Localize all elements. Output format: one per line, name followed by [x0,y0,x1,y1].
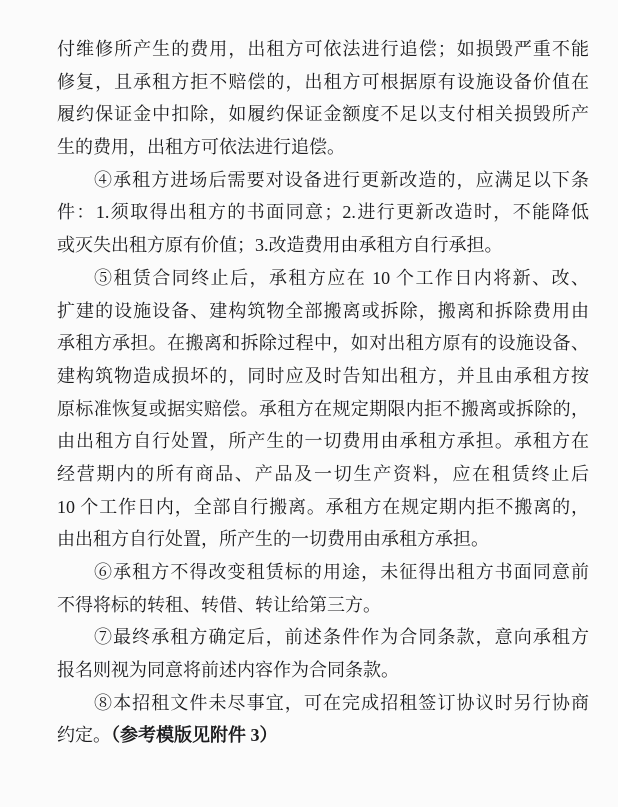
line-text: ④承租方进场后需要对设备进行更新改造的，应满足以下条 [94,169,589,190]
line-text: 扩建的设施设备、建构筑物全部搬离或拆除，搬离和拆除费用由 [57,300,589,321]
line-text-bold: （参考模版见附件 3） [111,725,278,746]
line-text: 由出租方自行处置，所产生的一切费用由承租方承担。承租方在 [57,431,589,452]
document-line [57,196,589,229]
document-line [57,425,589,458]
document-line [57,131,589,164]
document-line [57,327,589,360]
document-line [57,589,589,622]
document-line [57,654,589,687]
document-line [57,458,589,491]
line-text: 建构筑物造成损坏的，同时应及时告知出租方，并且由承租方按 [57,365,589,386]
document-line [57,523,589,556]
document-line [57,229,589,262]
line-text: 件：1.须取得出租方的书面同意；2.进行更新改造时，不能降低 [57,202,589,223]
line-text: ⑤租赁合同终止后，承租方应在 10 个工作日内将新、改、 [94,267,589,288]
line-text: ⑧本招租文件未尽事宜，可在完成招租签订协议时另行协商 [94,692,589,713]
document-line [57,164,589,197]
document-line [57,556,589,589]
line-text: 修复，且承租方拒不赔偿的，出租方可根据原有设施设备价值在 [57,71,589,92]
document-line [57,393,589,426]
document-line [57,687,589,720]
line-text: ⑥承租方不得改变租赁标的用途，未征得出租方书面同意前 [94,562,589,582]
line-text: 付维修所产生的费用，出租方可依法进行追偿；如损毁严重不能 [57,39,589,59]
document-line [57,33,589,66]
document-line [57,66,589,99]
document-body [57,33,589,752]
line-text: 不得将标的转租、转借、转让给第三方。 [57,594,381,615]
document-line [57,262,589,295]
document-line [57,360,589,393]
document-line [57,621,589,654]
line-text: 承租方承担。在搬离和拆除过程中，如对出租方原有的设施设备、 [57,333,589,354]
line-text: 10 个工作日内，全部自行搬离。承租方在规定期内拒不搬离的， [57,496,589,517]
line-text: 原标准恢复或据实赔偿。承租方在规定期限内拒不搬离或拆除的， [57,398,589,419]
line-text: 约定。 [57,725,111,746]
line-text: 报名则视为同意将前述内容作为合同条款。 [57,660,399,681]
line-text: 履约保证金中扣除，如履约保证金额度不足以支付相关损毁所产 [57,104,589,125]
line-text: ⑦最终承租方确定后，前述条件作为合同条款，意向承租方 [94,627,589,648]
document-line [57,491,589,524]
line-text: 经营期内的所有商品、产品及一切生产资料，应在租赁终止后 [57,463,589,484]
document-line [57,719,589,752]
document-line [57,295,589,328]
line-text: 由出租方自行处置，所产生的一切费用由承租方承担。 [57,529,489,550]
line-text: 或灭失出租方原有价值；3.改造费用由承租方自行承担。 [57,235,503,256]
line-text: 生的费用，出租方可依法进行追偿。 [57,137,345,158]
document-line [57,98,589,131]
